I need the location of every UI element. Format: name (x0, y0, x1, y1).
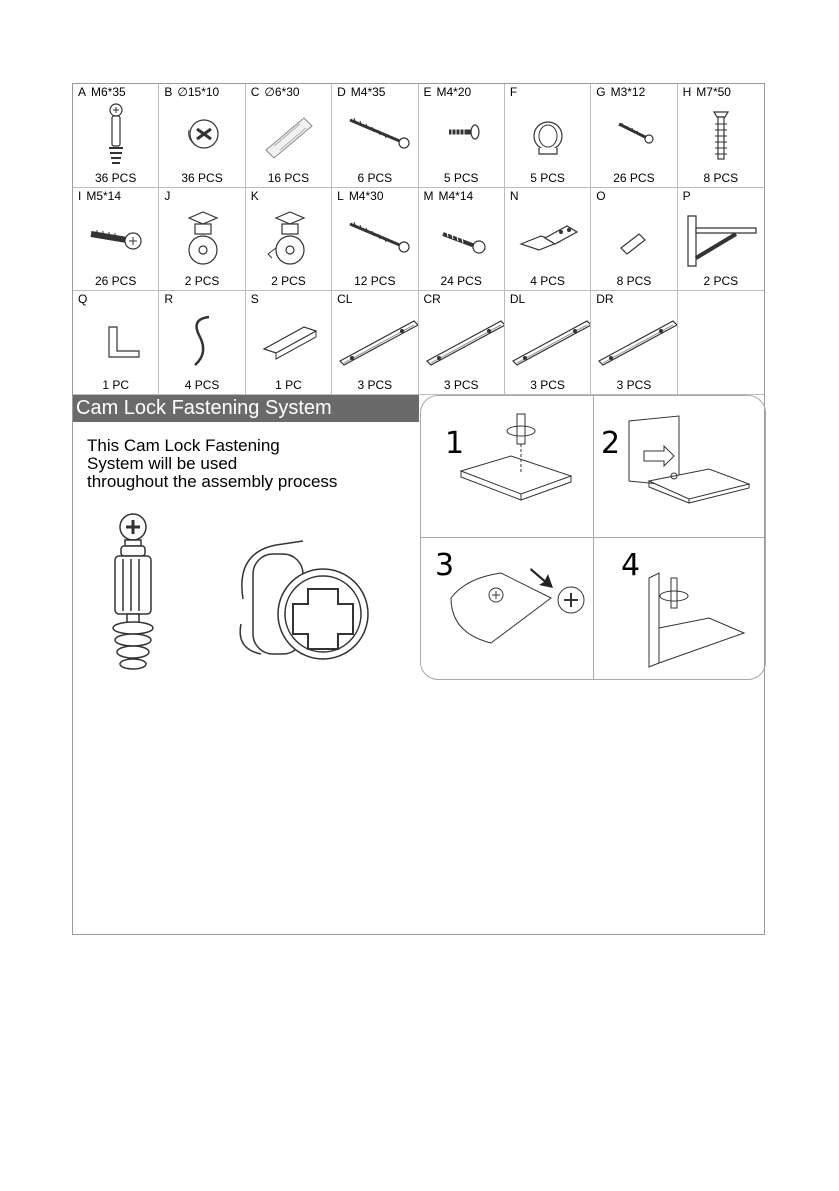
part-code (337, 292, 357, 306)
part-cell-o (591, 188, 677, 292)
part-spec: M7*50 (696, 85, 731, 99)
part-letter: H (682, 85, 692, 99)
step-3-diagram (421, 538, 594, 680)
part-letter: DL (509, 292, 526, 307)
part-quantity: 2 PCS (271, 274, 306, 289)
part-quantity: 2 PCS (703, 274, 739, 289)
part-cell-cr (419, 291, 505, 395)
part-code (251, 189, 264, 203)
part-letter: N (509, 188, 519, 203)
part-cell-c (246, 84, 332, 188)
part-spec: M4*35 (350, 85, 386, 99)
part-letter: E (423, 85, 432, 99)
part-cell-cl (332, 291, 418, 395)
part-code (596, 292, 618, 306)
part-letter: F (509, 85, 518, 99)
part-code (337, 189, 383, 203)
part-spec: M6*35 (91, 85, 126, 99)
part-quantity: 4 PCS (184, 377, 220, 392)
part-cell-dl (505, 291, 591, 395)
part-letter: D (337, 85, 346, 99)
step-number: 3 (435, 548, 455, 583)
part-quantity: 26 PCS (613, 170, 655, 185)
part-cell-m (419, 188, 505, 292)
part-quantity: 2 PCS (184, 274, 220, 289)
part-cell-empty (678, 291, 764, 395)
part-code (683, 292, 688, 306)
part-letter: C (250, 85, 260, 99)
part-letter: K (250, 188, 259, 203)
part-cell-dr (591, 291, 677, 395)
part-code (596, 85, 645, 99)
part-spec: M5*14 (86, 188, 122, 203)
cam-lock-illustration (93, 504, 413, 684)
part-code (683, 85, 731, 99)
part-code (164, 292, 178, 306)
part-quantity: 8 PCS (703, 170, 739, 185)
part-code (683, 189, 696, 203)
part-spec: M3*12 (610, 85, 646, 99)
part-quantity: 12 PCS (354, 274, 396, 289)
part-spec: ∅15*10 (177, 85, 220, 99)
intro-line: This Cam Lock Fastening (87, 436, 280, 455)
part-spec: M4*14 (438, 188, 474, 203)
part-letter: J (164, 188, 171, 203)
part-cell-i (73, 188, 159, 292)
part-code (510, 85, 522, 99)
part-letter: S (250, 292, 259, 307)
part-quantity: 24 PCS (440, 274, 482, 289)
intro-line: System will be used (87, 454, 238, 473)
part-cell-g (591, 84, 677, 188)
part-letter: CR (423, 292, 441, 307)
part-quantity: 5 PCS (443, 170, 479, 185)
part-letter: G (596, 85, 606, 99)
part-cell-b (159, 84, 245, 188)
step-3 (421, 538, 594, 680)
part-letter: I (78, 188, 82, 203)
part-cell-q (73, 291, 159, 395)
cam-bolt-large-icon (113, 514, 153, 669)
part-code (251, 85, 300, 99)
part-quantity: 1 PC (102, 377, 130, 392)
intro-text (87, 437, 407, 491)
cam-lock-large-icon (240, 541, 368, 659)
part-spec: M4*30 (348, 188, 384, 203)
part-quantity: 3 PCS (616, 377, 652, 392)
part-quantity: 36 PCS (95, 170, 137, 185)
section-title: Cam Lock Fastening System (73, 395, 419, 422)
part-code (424, 292, 446, 306)
part-code (424, 189, 474, 203)
part-code (164, 189, 175, 203)
part-cell-r (159, 291, 245, 395)
part-letter: P (682, 188, 691, 203)
hardware-sheet (72, 83, 765, 935)
part-quantity: 3 PCS (530, 377, 565, 392)
step-4-diagram (594, 538, 766, 680)
parts-grid (73, 84, 764, 395)
part-cell-p (678, 188, 764, 292)
part-code (337, 85, 385, 99)
step-number: 1 (445, 426, 465, 461)
step-number: 2 (601, 426, 621, 461)
part-cell-k (246, 188, 332, 292)
part-code (164, 85, 219, 99)
part-code (78, 292, 92, 306)
part-cell-f (505, 84, 591, 188)
step-2-diagram (594, 396, 766, 538)
part-code (424, 85, 472, 99)
step-2 (594, 396, 766, 538)
part-cell-e (419, 84, 505, 188)
part-quantity: 6 PCS (357, 170, 393, 185)
part-letter: L (337, 188, 344, 203)
part-cell-s (246, 291, 332, 395)
part-letter: DR (596, 292, 614, 307)
assembly-steps-panel (420, 395, 766, 680)
part-letter: B (164, 85, 173, 99)
part-code (510, 292, 530, 306)
part-quantity: 1 PC (275, 377, 302, 392)
part-code (510, 189, 524, 203)
part-letter: M (423, 188, 434, 203)
part-quantity: 4 PCS (530, 274, 565, 289)
step-number: 4 (621, 548, 641, 583)
part-quantity: 16 PCS (267, 170, 310, 185)
part-code (78, 189, 121, 203)
part-cell-a (73, 84, 159, 188)
part-quantity: 5 PCS (530, 170, 565, 185)
part-cell-n (505, 188, 591, 292)
part-quantity: 3 PCS (443, 377, 479, 392)
part-cell-h (678, 84, 764, 188)
part-cell-l (332, 188, 418, 292)
part-spec: ∅6*30 (264, 85, 300, 99)
part-cell-j (159, 188, 245, 292)
part-quantity: 3 PCS (357, 377, 393, 392)
part-code (251, 292, 264, 306)
part-letter: R (164, 292, 174, 307)
part-letter: O (596, 188, 606, 203)
step-1-diagram (421, 396, 594, 538)
part-quantity: 8 PCS (616, 274, 652, 289)
step-1 (421, 396, 594, 538)
part-cell-d (332, 84, 418, 188)
part-code (596, 189, 610, 203)
part-letter: CL (337, 292, 353, 307)
step-4 (594, 538, 766, 680)
part-letter: A (78, 85, 87, 99)
part-spec: M4*20 (436, 85, 472, 99)
part-quantity: 26 PCS (95, 274, 137, 289)
intro-line: throughout the assembly process (87, 472, 338, 491)
part-letter: Q (78, 292, 88, 307)
part-code (78, 85, 126, 99)
part-quantity: 36 PCS (181, 170, 223, 185)
